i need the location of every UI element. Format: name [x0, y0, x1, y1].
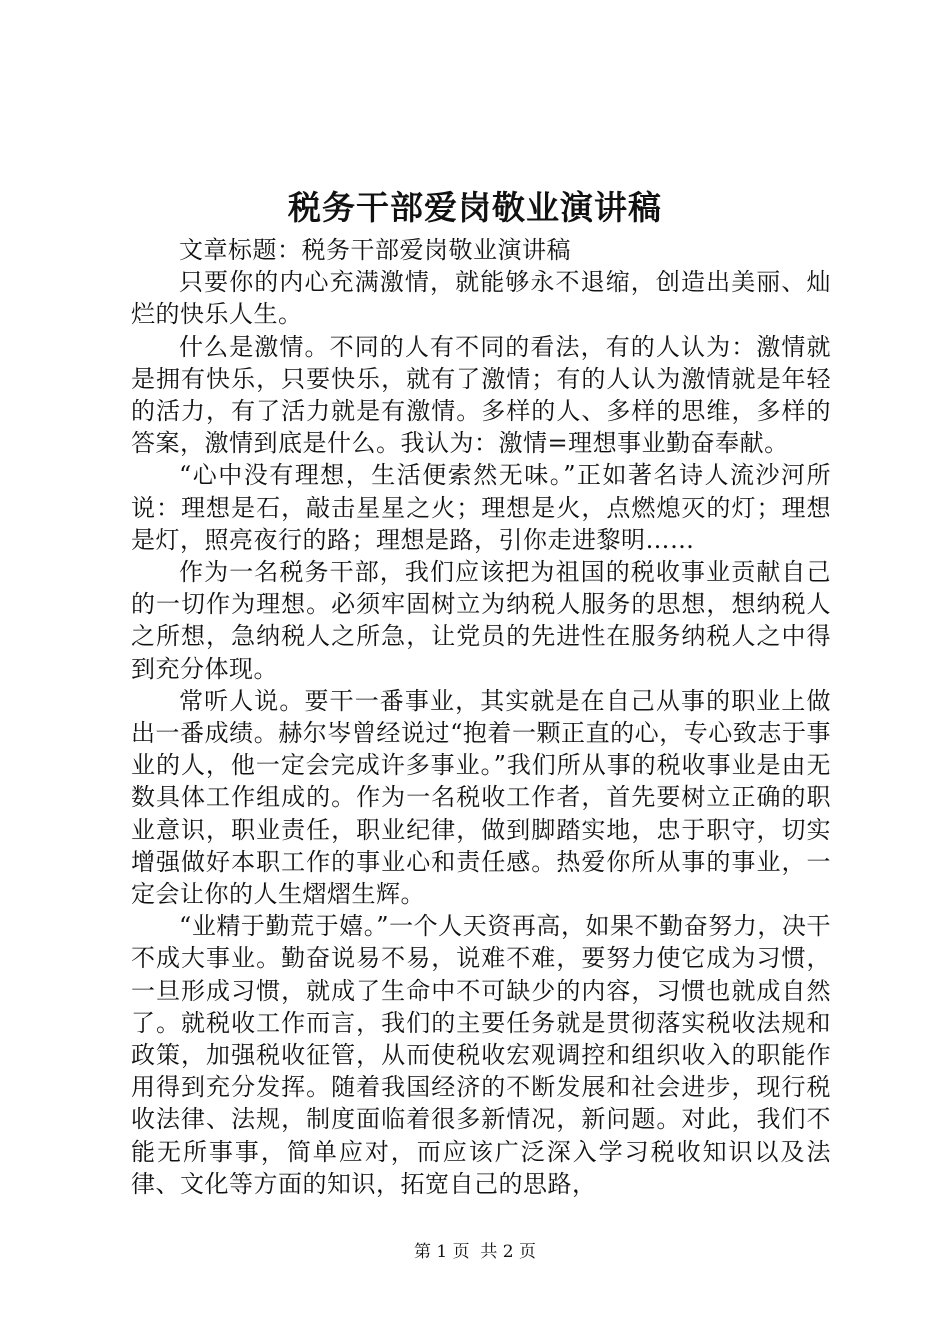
page-footer [0, 1240, 950, 1264]
paragraph-career: 常听人说。要干一番事业，其实就是在自己从事的职业上做出一番成绩。赫尔岑曾经说过“抱着一颗正直的心，专心致志于事业的人，他一定会完成许多事业。”我们所从事的税收事业是由无数具体工作组成的。作为一名税收工作者，首先要树立正确的职业意识，职业责任，职业纪律，做到脚踏实地，忠于职守，切实增强做好本职工作的事业心和责任感。热爱你所从事的事业，一定会让你的人生熠熠生辉。 [131, 686, 831, 909]
paragraph-what-is-passion: 什么是激情。不同的人有不同的看法，有的人认为：激情就是拥有快乐，只要快乐，就有了激情；有的人认为激情就是年轻的活力，有了活力就是有激情。多样的人、多样的思维，多样的答案，激情到底是什么。我认为：激情=理想事业勤奋奉献。 [131, 332, 831, 458]
page-total: 共 2 页 [480, 1242, 537, 1262]
paragraph-diligence: “业精于勤荒于嬉。”一个人天资再高，如果不勤奋努力，决干不成大事业。勤奋说易不易，说难不难，要努力使它成为习惯，一旦形成习惯，就成了生命中不可缺少的内容，习惯也就成自然了。就税收工作而言，我们的主要任务就是贯彻落实税收法规和政策，加强税收征管，从而使税收宏观调控和组织收入的职能作用得到充分发挥。随着我国经济的不断发展和社会进步，现行税收法律、法规，制度面临着很多新情况，新问题。对此，我们不能无所事事，简单应对，而应该广泛深入学习税收知识以及法律、文化等方面的知识，拓宽自己的思路， [131, 912, 831, 1198]
document-title: 税务干部爱岗敬业演讲稿 [288, 188, 662, 227]
document-body [131, 234, 831, 1200]
paragraph-ideal-quote: “心中没有理想，生活便索然无味。”正如著名诗人流沙河所说：理想是石，敲击星星之火；理想是火，点燃熄灭的灯；理想是灯，照亮夜行的路；理想是路，引你走进黎明…… [131, 461, 831, 554]
paragraph-intro: 只要你的内心充满激情，就能够永不退缩，创造出美丽、灿烂的快乐人生。 [131, 268, 831, 329]
paragraph-tax-cadre-ideal: 作为一名税务干部，我们应该把为祖国的税收事业贡献自己的一切作为理想。必须牢固树立为纳税人服务的思想，想纳税人之所想，急纳税人之所急，让党员的先进性在服务纳税人之中得到充分体现。 [131, 558, 831, 683]
page-number: 第 1 页 [413, 1242, 470, 1262]
paragraph-article-title: 文章标题：税务干部爱岗敬业演讲稿 [179, 236, 571, 264]
